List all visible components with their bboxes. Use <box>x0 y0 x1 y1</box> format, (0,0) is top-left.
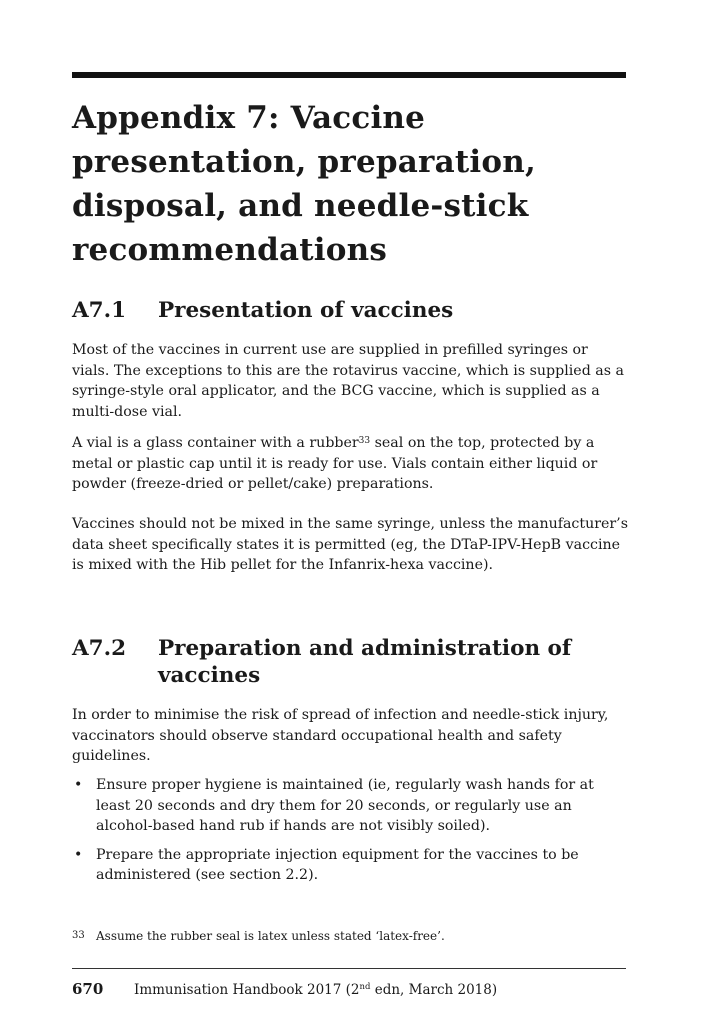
section-title: Presentation of vaccines <box>158 298 454 323</box>
bullet-icon: • <box>74 777 83 793</box>
paragraph: In order to minimise the risk of spread of infection and needle-stick injury, vaccinators should observe standard occupational health and safety guidelines. <box>72 707 609 764</box>
paragraph: Vaccines should not be mixed in the same syringe, unless the manufacturer’s data sheet specifically states it is permitted (eg, the DTaP-IPV-HepB vaccine is mixed with the Hib pellet for the Infanrix-hexa vaccine). <box>72 516 628 573</box>
section-number: A7.1 <box>72 298 127 323</box>
footnote-reference[interactable]: 33 <box>358 436 371 446</box>
section-heading-a7-1 <box>72 297 618 324</box>
section-heading-a7-2 <box>72 635 618 689</box>
footnote-number: 33 <box>72 930 85 941</box>
footer-rule <box>72 968 626 969</box>
top-rule <box>72 72 626 78</box>
footer-text: Immunisation Handbook 2017 (2nd edn, March 2018) <box>134 982 498 998</box>
page-number: 670 <box>72 980 104 998</box>
page-footer <box>72 980 497 998</box>
title-line: presentation, preparation, <box>72 144 536 180</box>
section-number: A7.2 <box>72 636 127 661</box>
appendix-title <box>72 96 536 272</box>
paragraph: A vial is a glass container with a rubber$^{33}$ seal on the top, protected by a metal or plastic cap until it is ready for use. Vials contain either liquid or powder (freeze-dried or pellet/cake) preparations. <box>72 435 598 492</box>
footnote <box>72 928 628 944</box>
bullet-icon: • <box>74 846 83 863</box>
title-line: recommendations <box>72 232 387 268</box>
bullet-list <box>72 775 628 894</box>
title-line: Appendix 7: Vaccine <box>72 100 426 136</box>
list-item: • Prepare the appropriate injection equipment for the vaccines to be administered (see section 2.2). <box>74 846 579 883</box>
title-line: disposal, and needle-stick <box>72 188 529 224</box>
list-item: • Ensure proper hygiene is maintained (ie, regularly wash hands for at least 20 seconds and dry them for 20 seconds, or regularly use an alcohol-based hand rub if hands are not visibly soiled). <box>74 777 594 834</box>
footnote-text: Assume the rubber seal is latex unless stated ‘latex-free’. <box>96 929 445 943</box>
paragraph: Most of the vaccines in current use are supplied in prefilled syringes or vials. The exceptions to this are the rotavirus vaccine, which is supplied as a syringe-style oral applicator, and the BCG vaccine, which is supplied as a multi-dose vial. <box>72 342 624 420</box>
section-title: Preparation and administration of vaccines <box>158 636 572 688</box>
